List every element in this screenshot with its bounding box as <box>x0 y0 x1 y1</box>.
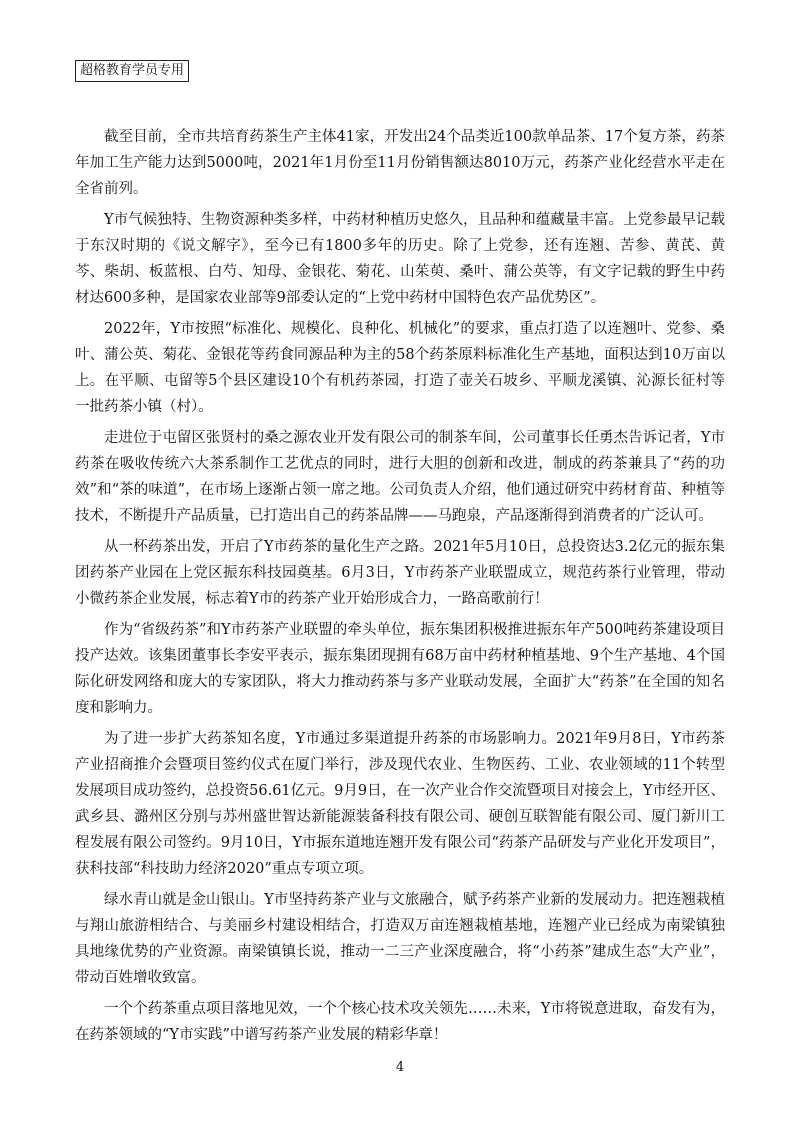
article-body <box>75 124 725 1053</box>
paragraph: 2022年，Y市按照“标准化、规模化、良种化、机械化”的要求，重点打造了以连翘叶、党参、桑叶、蒲公英、菊花、金银花等药食同源品种为主的58个药茶原料标准化生产基地，面积达到10万亩以上。在平顺、屯留等5个县区建设10个有机药茶园，打造了壶关石坡乡、平顺龙溪镇、沁源长征村等一批药茶小镇（村）。 <box>75 321 725 415</box>
header-label: 超格教育学员专用 <box>75 60 189 82</box>
paragraph: Y市气候独特、生物资源种类多样，中药材种植历史悠久，且品种和蕴藏量丰富。上党参最早记载于东汉时期的《说文解字》，至今已有1800多年的历史。除了上党参，还有连翘、苦参、黄芪、黄芩、柴胡、板蓝根、白芍、知母、金银花、菊花、山茱萸、桑叶、蒲公英等，有文字记载的野生中药材达600多种，是国家农业部等9部委认定的“上党中药材中国特色农产品优势区”。 <box>75 212 725 306</box>
paragraph: 为了进一步扩大药茶知名度，Y市通过多渠道提升药茶的市场影响力。2021年9月8日，Y市药茶产业招商推介会暨项目签约仪式在厦门举行，涉及现代农业、生物医药、工业、农业领域的11个转型发展项目成功签约，总投资56.61亿元。9月9日，在一次产业合作交流暨项目对接会上，Y市经开区、武乡县、潞州区分别与苏州盛世智达新能源装备科技有限公司、硬创互联智能有限公司、厦门新川工程发展有限公司签约。9月10日，Y市振东道地连翘开发有限公司“药茶产品研发与产业化开发项目”，获科技部“科技助力经济2020”重点专项立项。 <box>75 731 725 877</box>
paragraph: 一个个药茶重点项目落地见效，一个个核心技术攻关领先……未来，Y市将锐意进取，奋发有为，在药茶领域的“Y市实践”中谱写药茶产业发展的精彩华章！ <box>75 1001 725 1043</box>
paragraph: 走进位于屯留区张贤村的桑之源农业开发有限公司的制茶车间，公司董事长任勇杰告诉记者，Y市药茶在吸收传统六大茶系制作工艺优点的同时，进行大胆的创新和改进，制成的药茶兼具了“药的功效”和“茶的味道”，在市场上逐渐占领一席之地。公司负责人介绍，他们通过研究中药材育苗、种植等技术，不断提升产品质量，已打造出自己的药茶品牌——马跑泉，产品逐渐得到消费者的广泛认可。 <box>75 430 725 524</box>
paragraph: 作为“省级药茶”和Y市药茶产业联盟的牵头单位，振东集团积极推进振东年产500吨药茶建设项目投产达效。该集团董事长李安平表示，振东集团现拥有68万亩中药材种植基地、9个生产基地、4个国际化研发网络和庞大的专家团队，将大力推动药茶与多产业联动发展，全面扩大“药茶”在全国的知名度和影响力。 <box>75 622 725 716</box>
paragraph: 截至目前，全市共培育药茶生产主体41家，开发出24个品类近100款单品茶、17个复方茶，药茶年加工生产能力达到5000吨，2021年1月份至11月份销售额达8010万元，药茶产业化经营水平走在全省前列。 <box>75 129 725 197</box>
paragraph: 绿水青山就是金山银山。Y市坚持药茶产业与文旅融合，赋予药茶产业新的发展动力。把连翘栽植与翔山旅游相结合、与美丽乡村建设相结合，打造双万亩连翘栽植基地，连翘产业已经成为南梁镇独具地缘优势的产业资源。南梁镇镇长说，推动一二三产业深度融合，将“小药茶”建成生态“大产业”，带动百姓增收致富。 <box>75 892 725 986</box>
paragraph: 从一杯药茶出发，开启了Y市药茶的量化生产之路。2021年5月10日，总投资达3.2亿元的振东集团药茶产业园在上党区振东科技园奠基。6月3日，Y市药茶产业联盟成立，规范药茶行业管理，带动小微药茶企业发展，标志着Y市的药茶产业开始形成合力，一路高歌前行！ <box>75 539 725 607</box>
page-number: 4 <box>395 1060 405 1075</box>
